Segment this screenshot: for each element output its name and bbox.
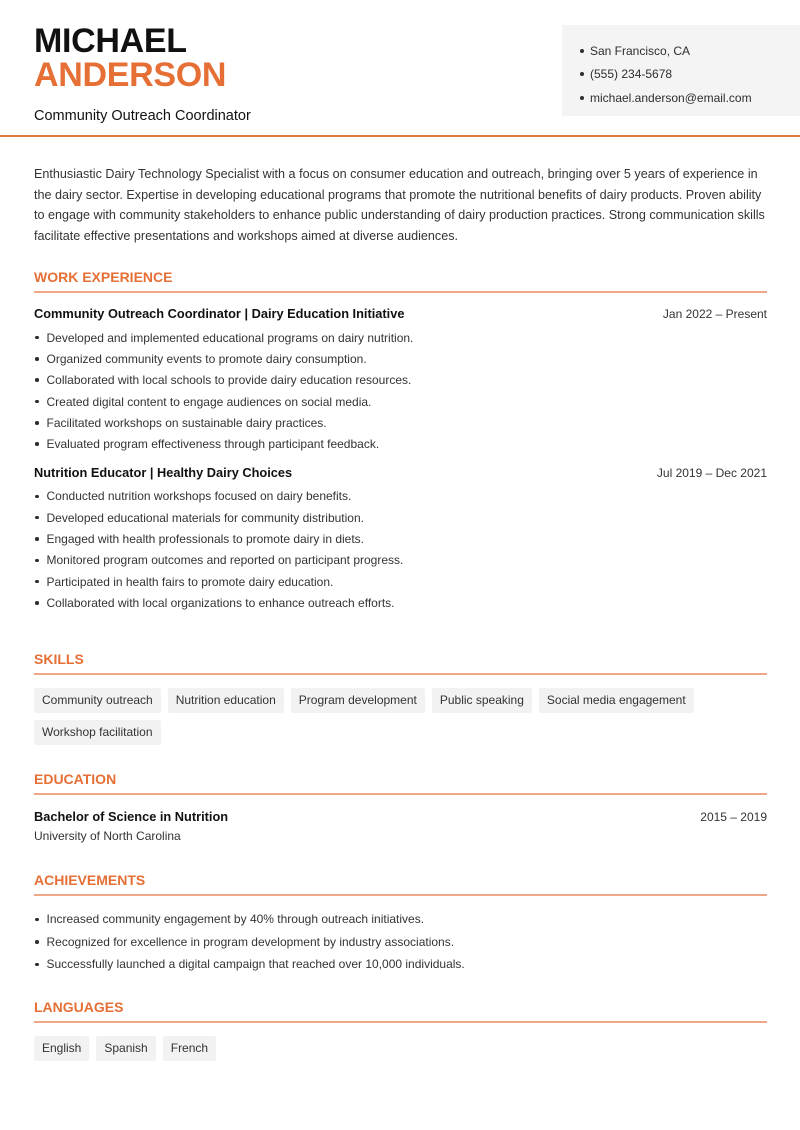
education-school: University of North Carolina bbox=[34, 829, 181, 843]
skill-tag: Nutrition education bbox=[168, 688, 284, 713]
summary-paragraph: Enthusiastic Dairy Technology Specialist with a focus on consumer education and outreach, bringing over 5 years of experience in the dairy sector. Expertise in developing educational programs that promote the nutritional benefits of dairy products. Proven ability to engage with community stakeholders to enhance public understanding of dairy production practices. Strong communication skills facilitate effective presentations and workshops aimed at diverse audiences. bbox=[34, 167, 765, 243]
resume-header bbox=[0, 0, 800, 137]
languages-section bbox=[34, 997, 767, 1061]
bullet-icon bbox=[35, 963, 39, 967]
list-item: Monitored program outcomes and reported on participant progress. bbox=[34, 550, 767, 571]
section-title-languages: LANGUAGES bbox=[34, 997, 767, 1023]
language-tag: French bbox=[163, 1036, 216, 1061]
list-item: Organized community events to promote dairy consumption. bbox=[34, 348, 767, 369]
skill-tag: Program development bbox=[291, 688, 425, 713]
list-item: Evaluated program effectiveness through participant feedback. bbox=[34, 433, 767, 454]
skill-tag: Social media engagement bbox=[539, 688, 694, 713]
list-item: Recognized for excellence in program development by industry associations. bbox=[34, 931, 767, 954]
bullet-icon bbox=[35, 400, 39, 404]
contact-phone-text: (555) 234-5678 bbox=[590, 67, 673, 82]
section-title-education: EDUCATION bbox=[34, 769, 767, 795]
section-title-achievements: ACHIEVEMENTS bbox=[34, 870, 767, 896]
languages-tags bbox=[34, 1036, 767, 1061]
job-dates: Jan 2022 – Present bbox=[662, 307, 767, 321]
bullet-icon bbox=[35, 378, 39, 382]
achievements-section bbox=[34, 870, 767, 976]
bullet-icon bbox=[35, 918, 39, 922]
work-experience-section bbox=[34, 267, 767, 614]
list-item: Engaged with health professionals to promote dairy in diets. bbox=[34, 528, 767, 549]
bullet-icon bbox=[35, 537, 39, 541]
contact-box bbox=[562, 25, 800, 116]
bullet-icon bbox=[35, 516, 39, 520]
skill-tag: Public speaking bbox=[432, 688, 532, 713]
language-tag: Spanish bbox=[96, 1036, 155, 1061]
bullet-icon bbox=[35, 442, 39, 446]
list-item: Collaborated with local schools to provide dairy education resources. bbox=[34, 370, 767, 391]
section-title-work-experience: WORK EXPERIENCE bbox=[34, 267, 767, 293]
skill-tag: Workshop facilitation bbox=[34, 720, 161, 745]
bullet-icon bbox=[35, 336, 39, 340]
bullet-icon bbox=[580, 49, 584, 53]
skills-section bbox=[34, 649, 767, 745]
list-item: Increased community engagement by 40% through outreach initiatives. bbox=[34, 908, 767, 931]
job-heading: Community Outreach Coordinator | Dairy Education Initiative bbox=[34, 306, 405, 321]
education-degree: Bachelor of Science in Nutrition bbox=[34, 809, 229, 824]
list-item: Participated in health fairs to promote dairy education. bbox=[34, 571, 767, 592]
bullet-icon bbox=[35, 940, 39, 944]
skill-tag: Community outreach bbox=[34, 688, 161, 713]
contact-email-text: michael.anderson@email.com bbox=[590, 90, 752, 105]
list-item: Collaborated with local organizations to enhance outreach efforts. bbox=[34, 592, 767, 613]
first-name: MICHAEL bbox=[34, 22, 187, 60]
skills-tags bbox=[34, 688, 767, 745]
job-header bbox=[34, 306, 767, 324]
achievements-list bbox=[34, 908, 767, 976]
bullet-icon bbox=[35, 559, 39, 563]
bullet-icon bbox=[35, 580, 39, 584]
job-title: Community Outreach Coordinator bbox=[34, 108, 251, 124]
bullet-icon bbox=[35, 357, 39, 361]
education-header bbox=[34, 809, 767, 824]
contact-phone bbox=[580, 63, 800, 87]
contact-email bbox=[580, 86, 800, 110]
bullet-icon bbox=[580, 72, 584, 76]
job-heading: Nutrition Educator | Healthy Dairy Choices bbox=[34, 464, 293, 480]
list-item: Successfully launched a digital campaign that reached over 10,000 individuals. bbox=[34, 953, 767, 976]
bullet-icon bbox=[580, 96, 584, 100]
job-dates: Jul 2019 – Dec 2021 bbox=[656, 465, 767, 480]
contact-location bbox=[580, 39, 800, 63]
bullet-icon bbox=[35, 495, 39, 499]
list-item: Created digital content to engage audiences on social media. bbox=[34, 391, 767, 412]
bullet-icon bbox=[35, 421, 39, 425]
job-header bbox=[34, 465, 767, 483]
list-item: Developed and implemented educational programs on dairy nutrition. bbox=[34, 327, 767, 348]
job-bullets bbox=[34, 327, 767, 455]
list-item: Facilitated workshops on sustainable dairy practices. bbox=[34, 412, 767, 433]
education-section bbox=[34, 769, 767, 843]
job-bullets bbox=[34, 486, 767, 614]
section-title-skills: SKILLS bbox=[34, 649, 767, 675]
list-item: Developed educational materials for community distribution. bbox=[34, 507, 767, 528]
language-tag: English bbox=[34, 1036, 89, 1061]
bullet-icon bbox=[35, 601, 39, 605]
contact-location-text: San Francisco, CA bbox=[590, 43, 691, 58]
name-block bbox=[34, 24, 251, 124]
education-dates: 2015 – 2019 bbox=[700, 810, 767, 824]
list-item: Conducted nutrition workshops focused on dairy benefits. bbox=[34, 486, 767, 507]
last-name: ANDERSON bbox=[34, 56, 227, 94]
